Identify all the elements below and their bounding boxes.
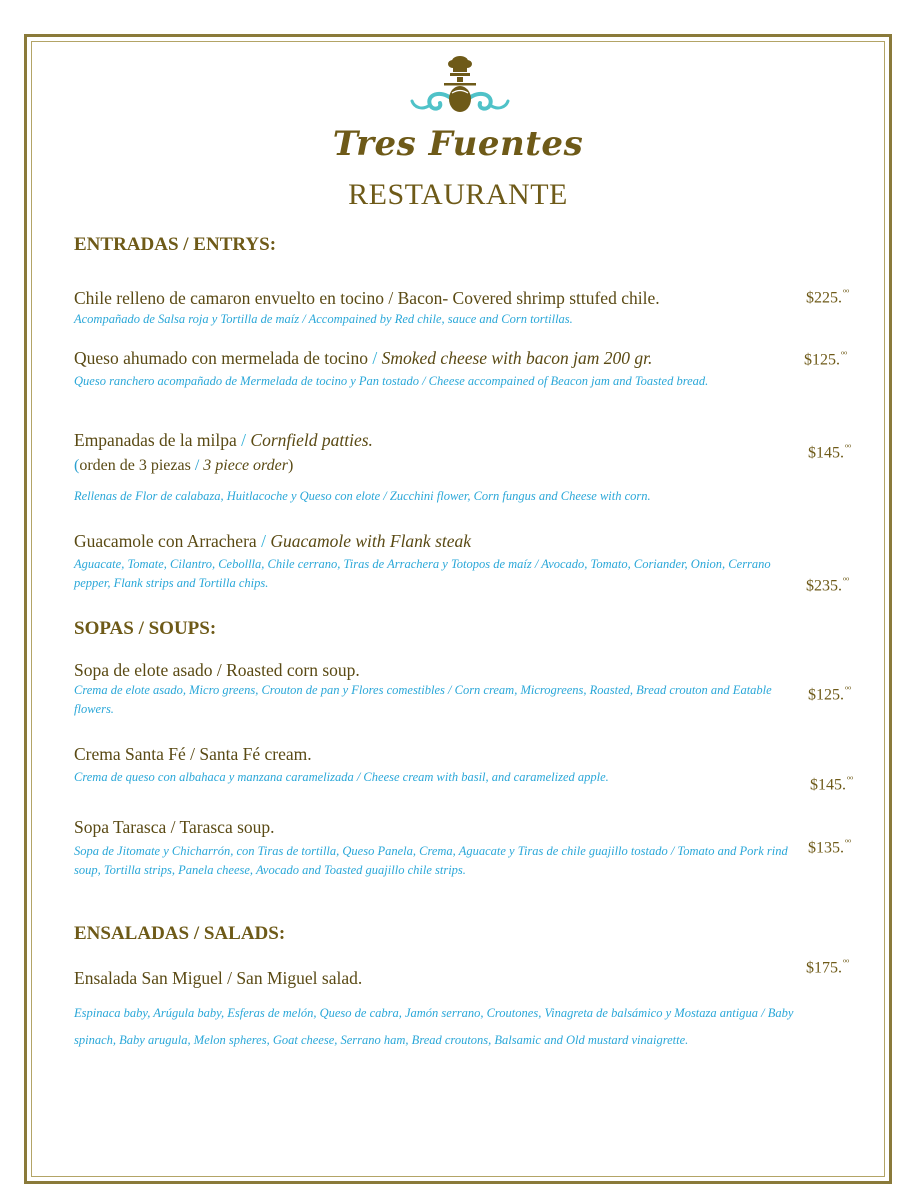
item-price: $145.$^{ºº}$ [808, 443, 852, 462]
section-title-entradas: ENTRADAS / ENTRYS: [74, 234, 277, 255]
brand-name: Tres Fuentes [332, 124, 584, 164]
item-description: Crema de queso con albahaca y manzana caramelizada / Cheese cream with basil, and caramelized apple. [74, 770, 609, 784]
item-title: Guacamole con Arrachera / Guacamole with Flank steak [74, 531, 472, 551]
item-price: $175.$^{ºº}$ [806, 958, 850, 977]
item-title: Ensalada San Miguel / San Miguel salad. [74, 968, 363, 988]
item-title: Sopa de elote asado / Roasted corn soup. [74, 660, 360, 680]
item-title: Chile relleno de camaron envuelto en tocino / Bacon- Covered shrimp sttufed chile. [74, 288, 660, 308]
item-price: $125.$^{ºº}$ [804, 350, 848, 369]
item-description: Crema de elote asado, Micro greens, Crouton de pan y Flores comestibles / Corn cream, Microgreens, Roasted, Bread crouton and Eatable flowers. [74, 683, 772, 716]
item-description: Queso ranchero acompañado de Mermelada de tocino y Pan tostado / Cheese accompained of Beacon jam and Toasted bread. [74, 374, 709, 388]
section-title-sopas: SOPAS / SOUPS: [74, 618, 217, 639]
item-price: $125.$^{ºº}$ [808, 685, 852, 704]
item-description: Aguacate, Tomate, Cilantro, Cebollla, Chile cerrano, Tiras de Arrachera y Totopos de maíz / Avocado, Tomato, Coriander, Onion, Cerrano pepper, Flank strips and Tortilla chips. [74, 557, 771, 590]
chef-hat-logo-icon [400, 55, 520, 125]
item-subtitle: (orden de 3 piezas / 3 piece order) [74, 457, 294, 474]
item-price: $235.$^{ºº}$ [806, 576, 850, 595]
brand-subtitle: RESTAURANTE [348, 178, 568, 211]
item-description: Rellenas de Flor de calabaza, Huitlacoche y Queso con elote / Zucchini flower, Corn fungus and Cheese with corn. [74, 489, 651, 503]
item-title: Crema Santa Fé / Santa Fé cream. [74, 744, 312, 764]
section-title-ensaladas: ENSALADAS / SALADS: [74, 923, 286, 944]
item-title: Queso ahumado con mermelada de tocino / Smoked cheese with bacon jam 200 gr. [74, 348, 653, 368]
item-price: $135.$^{ºº}$ [808, 838, 852, 857]
item-title: Sopa Tarasca / Tarasca soup. [74, 817, 275, 837]
item-price: $145.$^{ºº}$ [810, 775, 854, 794]
item-price: $225.$^{ºº}$ [806, 288, 850, 307]
item-description: Espinaca baby, Arúgula baby, Esferas de melón, Queso de cabra, Jamón serrano, Croutones, Vinagreta de balsámico y Mostaza antigua / Baby spinach, Baby arugula, Melon spheres, Goat cheese, Serrano ham, Bread croutons, Balsamic and Old mustard vinaigrette. [74, 1006, 794, 1047]
item-title: Empanadas de la milpa / Cornfield patties. [74, 430, 373, 450]
item-description: Acompañado de Salsa roja y Tortilla de maíz / Accompained by Red chile, sauce and Corn tortillas. [74, 312, 573, 326]
item-description: Sopa de Jitomate y Chicharrón, con Tiras de tortilla, Queso Panela, Crema, Aguacate y Tiras de chile guajillo tostado / Tomato and Pork rind soup, Tortilla strips, Panela cheese, Avocado and Toasted guajillo chile strips. [74, 844, 788, 877]
